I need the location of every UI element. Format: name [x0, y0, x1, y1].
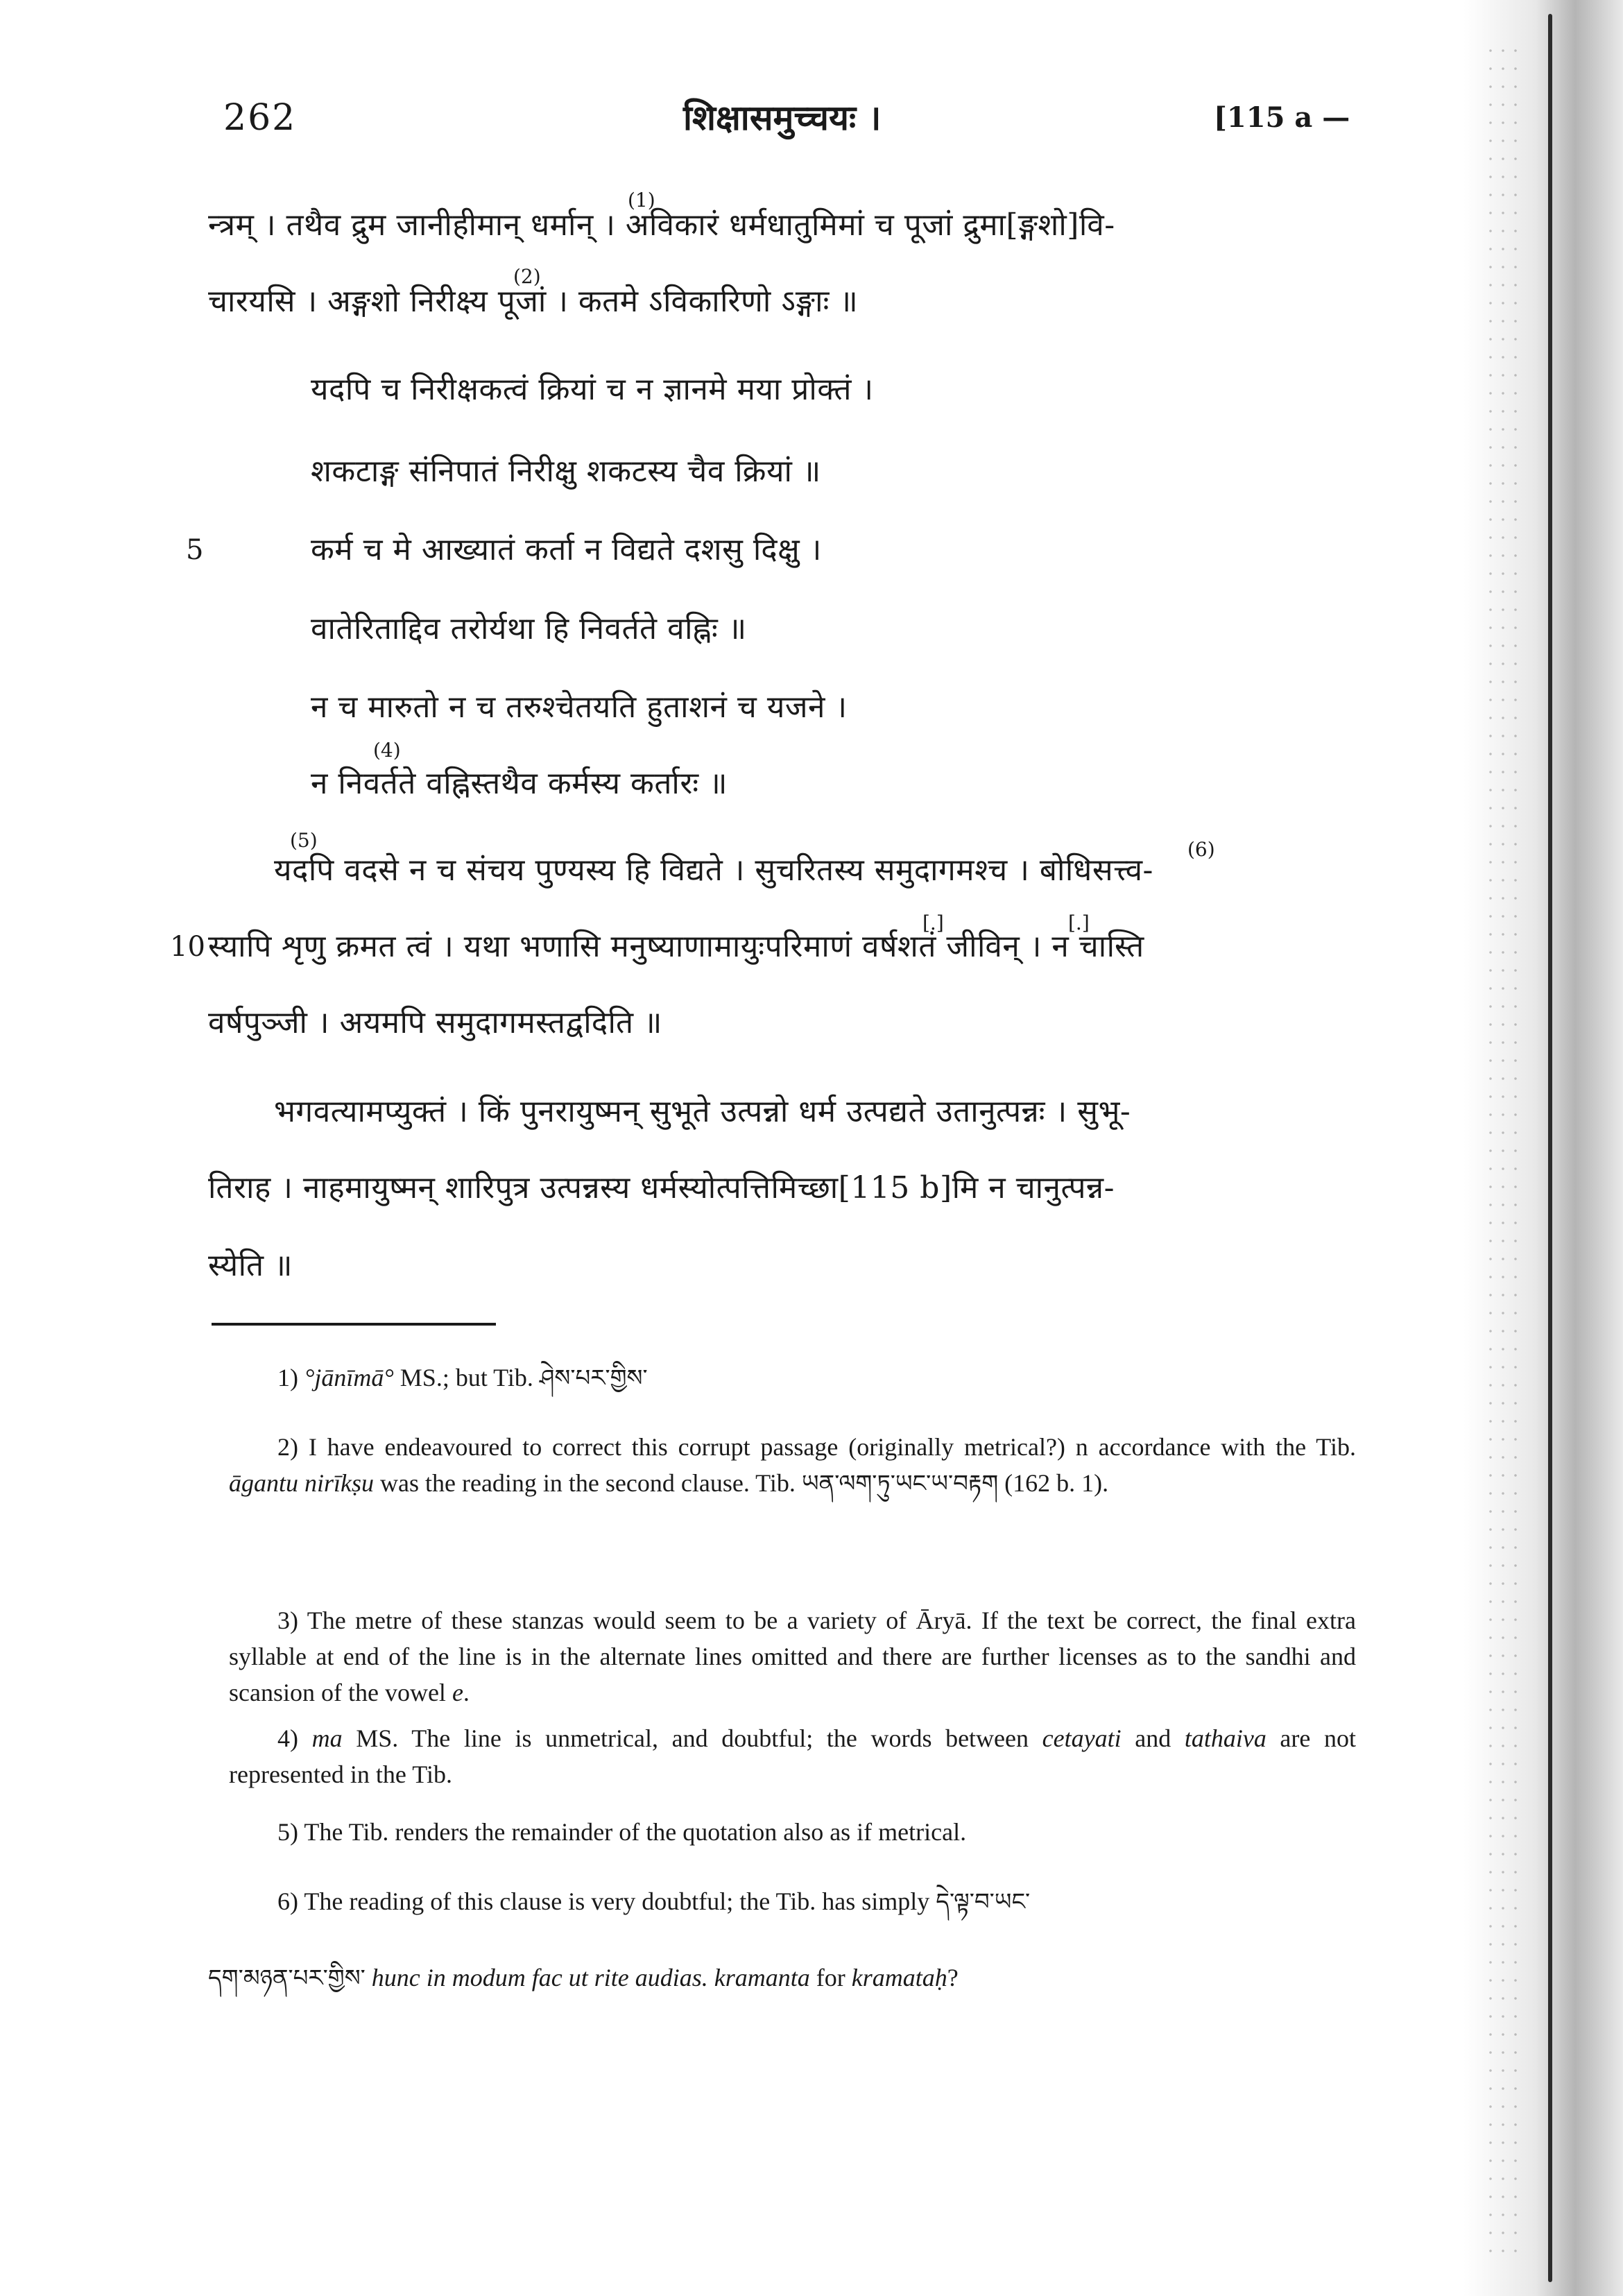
body-line-6: भगवत्यामप्युक्तं । किं पुनरायुष्मन् सुभूते उत्पन्नो धर्म उत्पद्यते उतानुत्पन्नः । सुभू-: [274, 1094, 1131, 1129]
binding-texture: [1484, 42, 1526, 2261]
footnote-3-text-a: The metre of these stanzas would seem to be a variety of Āryā. If the text be correct, the final extra syllable at end of the line is in the alternate lines omitted and there are further licenses as to the sandhi and scansion of the vowel: [229, 1607, 1356, 1706]
footnote-6-end: ?: [947, 1964, 959, 1991]
footnote-marker-1: (1): [628, 189, 655, 212]
footnote-4-italic-b: cetayati: [1042, 1724, 1122, 1752]
footnote-marker-6: (6): [1187, 838, 1215, 861]
footnote-1: [229, 1360, 1356, 1396]
footnote-2-text-b: was the reading in the second clause. Tib.: [374, 1469, 802, 1497]
footnote-marker-4: (4): [373, 739, 401, 762]
footnote-1-italic: °jānīmā°: [304, 1364, 394, 1391]
footnote-6-tibetan: དེ་ལྟ་བ་ཡང་: [936, 1888, 1031, 1916]
body-line-5: वर्षपुञ्जी । अयमपि समुदागमस्तद्वदिति ॥: [208, 1005, 662, 1040]
page-number: 262: [223, 97, 297, 139]
footnote-divider: [212, 1323, 496, 1326]
verse-line-4: वातेरिताद्दिव तरोर्यथा हि निवर्तते वह्निः ॥: [311, 611, 747, 646]
footnote-2: [229, 1429, 1356, 1502]
footnote-1-number: 1): [277, 1364, 298, 1391]
folio-reference: [115 a —: [1214, 101, 1350, 134]
footnote-4-text-b: and: [1121, 1724, 1185, 1752]
footnote-2-italic: āgantu nirīkṣu: [229, 1469, 375, 1497]
footnote-6-text: The reading of this clause is very doubtful; the Tib. has simply: [304, 1887, 936, 1915]
footnote-marker-5: (5): [290, 829, 318, 852]
footnote-6-for: for: [809, 1964, 852, 1991]
footnote-4-number: 4): [277, 1724, 298, 1752]
footnote-3-text-b: .: [463, 1679, 470, 1706]
binding-stitch-line: [1548, 14, 1552, 2282]
footnote-6: [229, 1883, 1356, 1920]
footnote-3-number: 3): [277, 1607, 298, 1634]
verse-line-2: शकटाङ्ग संनिपातं निरीक्षु शकटस्य चैव क्रियां ॥: [311, 454, 821, 489]
footnote-1-tibetan: ཤེས་པར་གྱིས་: [539, 1364, 648, 1392]
footnote-5-number: 5): [277, 1818, 298, 1846]
line-number-10: 10: [170, 931, 205, 963]
footnote-2-text-a: I have endeavoured to correct this corrupt passage (originally metrical?) n accordance with the Tib.: [308, 1433, 1357, 1461]
footnote-3: [229, 1602, 1356, 1711]
running-title: शिक्षासमुच्चयः ।: [683, 97, 882, 138]
footnote-5: [229, 1814, 1356, 1850]
verse-line-1: यदपि च निरीक्षकत्वं क्रियां च न ज्ञानमे मया प्रोक्तं ।: [311, 372, 874, 407]
body-line-2: चारयसि । अङ्गशो निरीक्ष्य पूजां । कतमे ऽविकारिणो ऽङ्गाः ॥: [208, 284, 859, 319]
footnote-1-text: MS.; but Tib.: [393, 1364, 540, 1391]
footnote-2-number: 2): [277, 1433, 298, 1461]
bracket-marker-b: [.]: [1068, 911, 1090, 934]
verse-line-3: कर्म च मे आख्यातं कर्ता न विद्यते दशसु दिक्षु ।: [311, 532, 822, 567]
footnote-6-tibetan-2: དག་མཉན་པར་གྱིས་: [208, 1964, 366, 1992]
footnote-2-text-c: (162 b. 1).: [998, 1469, 1109, 1497]
footnote-4: [229, 1720, 1356, 1792]
footnote-2-tibetan: ཡན་ལག་ཏུ་ཡང་ཡ་བརྟག: [801, 1470, 999, 1498]
footnote-3-italic: e: [452, 1679, 463, 1706]
footnote-6-italic-b: kramataḥ: [851, 1964, 947, 1991]
body-line-4: स्यापि शृणु क्रमत त्वं । यथा भणासि मनुष्याणामायुःपरिमाणं वर्षशतं जीविन् । न चास्ति: [208, 929, 1144, 964]
bracket-marker-a: [.]: [922, 911, 944, 934]
footnote-6-number: 6): [277, 1887, 298, 1915]
footnote-5-text: The Tib. renders the remainder of the quotation also as if metrical.: [304, 1818, 967, 1846]
footnote-marker-2: (2): [513, 265, 541, 288]
line-number-5: 5: [186, 534, 204, 566]
footnote-4-italic-a: ma: [311, 1724, 343, 1752]
body-line-1: न्त्रम् । तथैव द्रुम जानीहीमान् धर्मान् । अविकारं धर्मधातुमिमां च पूजां द्रुमा[ङ्गशो]वि-: [208, 207, 1115, 243]
verse-line-6: न निवर्तते वह्निस्तथैव कर्मस्य कर्तारः ॥: [311, 766, 728, 801]
footnote-6-continuation: [208, 1960, 1335, 1996]
footnote-4-text-c: are not represented in the Tib.: [229, 1724, 1357, 1788]
body-line-3: यदपि वदसे न च संचय पुण्यस्य हि विद्यते । सुचरितस्य समुदागमश्च । बोधिसत्त्व-: [274, 853, 1153, 888]
verse-line-5: न च मारुतो न च तरुश्चेतयति हुताशनं च यजने ।: [311, 689, 848, 725]
footnote-6-italic-a: kramanta: [714, 1964, 810, 1991]
footnote-6-latin: hunc in modum fac ut rite audias.: [371, 1964, 708, 1991]
body-line-8: स्येति ॥: [208, 1248, 293, 1283]
footnote-4-text-a: MS. The line is unmetrical, and doubtful; the words between: [342, 1724, 1042, 1752]
footnote-4-italic-c: tathaiva: [1184, 1724, 1266, 1752]
body-line-7: तिराह । नाहमायुष्मन् शारिपुत्र उत्पन्नस्य धर्मस्योत्पत्तिमिच्छा[115 b]मि न चानुत्पन्न-: [208, 1170, 1115, 1206]
